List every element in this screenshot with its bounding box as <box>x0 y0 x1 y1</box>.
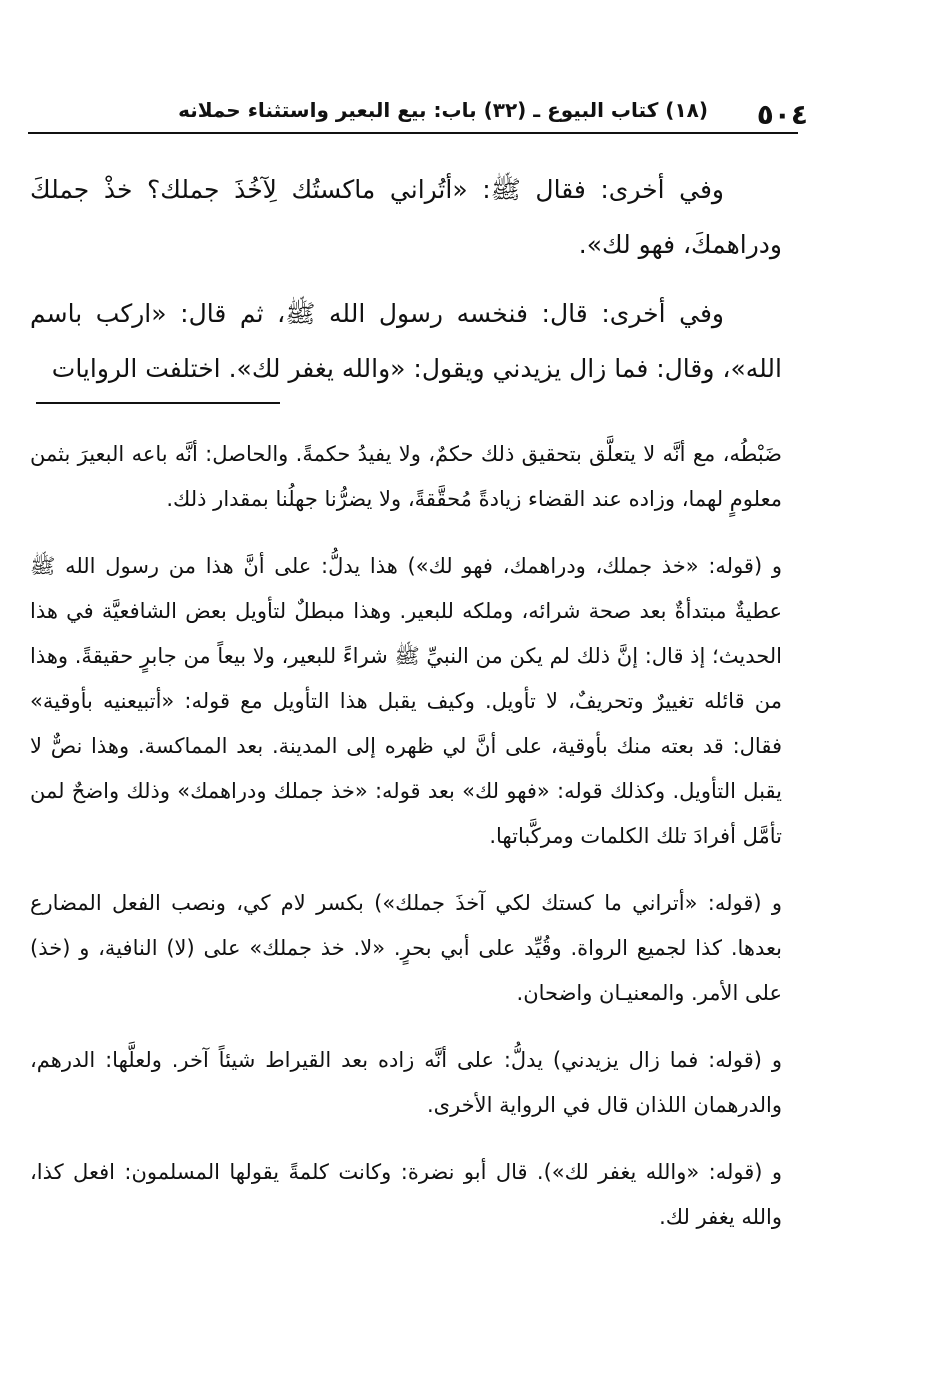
section-divider <box>36 402 280 404</box>
hadith-paragraph: وفي أخرى: فقال ﷺ: «أتُراني ماكستُك لِآخُذَ جملك؟ خذْ جملكَ ودراهمكَ، فهو لك». <box>30 175 782 259</box>
commentary-paragraph: و (قوله: فما زال يزيدني) يدلُّ: على أنَّه زاده بعد القيراط شيئاً آخر. ولعلَّها: الدرهم، والدرهمان اللذان قال في الرواية الأخرى. <box>30 1048 782 1117</box>
commentary-paragraph: و (قوله: «خذ جملك، ودراهمك، فهو لك») هذا يدلُّ: على أنَّ هذا من رسول الله ﷺ عطيةٌ مبتدأةٌ بعد صحة شرائه، وملكه للبعير. وهذا مبطلٌ لتأويل بعض الشافعيَّة في هذا الحديث؛ إذ قال: إنَّ ذلك لم يكن من النبيِّ ﷺ شراءً للبعير، ولا بيعاً من جابرٍ حقيقةً. وهذا من قائله تغييرٌ وتحريفٌ، لا تأويل. وكيف يقبل هذا التأويل مع قوله: «أتبيعنيه بأوقية» فقال: قد بعته منك بأوقية، على أنَّ لي ظهره إلى المدينة. بعد المماكسة. وهذا نصٌّ لا يقبل التأويل. وكذلك قوله: «فهو لك» بعد قوله: «خذ جملك ودراهمك» وذلك واضحٌ لمن تأمَّل أفرادَ تلك الكلمات ومركَّباتها. <box>30 554 782 848</box>
hadith-paragraph: وفي أخرى: قال: فنخسه رسول الله ﷺ، ثم قال: «اركب باسم الله»، وقال: فما زال يزيدني ويقول: «والله يغفر لك». اختلفت الروايات <box>30 299 782 383</box>
page-header <box>28 88 808 134</box>
hadith-text <box>30 162 782 410</box>
commentary-paragraph: ضَبْطُه، مع أنَّه لا يتعلَّق بتحقيق ذلك حكمٌ، ولا يفيدُ حكمةً. والحاصل: أنَّه باعه البعيرَ بثمن معلومٍ لهما، وزاده عند القضاء زيادةً مُحقَّقةً، ولا يضرُّنا جهلُنا بمقدار ذلك. <box>30 442 782 511</box>
commentary-text <box>30 432 782 1262</box>
commentary-paragraph: و (قوله: «والله يغفر لك»). قال أبو نضرة: وكانت كلمةً يقولها المسلمون: افعل كذا، والله يغفر لك. <box>30 1160 782 1229</box>
commentary-paragraph: و (قوله: «أتراني ما كستك لكي آخذَ جملك») بكسر لام كي، ونصب الفعل المضارع بعدها. كذا لجميع الرواة. وقُيِّد على أبي بحرٍ. «لا. خذ جملك» على (لا) النافية، و (خذ) على الأمر. والمعنيـان واضحان. <box>30 891 782 1005</box>
page-number: ٥٠٤ <box>756 98 808 131</box>
running-head: (١٨) كتاب البيوع ـ (٣٢) باب: بيع البعير واستثناء حملانه <box>178 98 708 122</box>
